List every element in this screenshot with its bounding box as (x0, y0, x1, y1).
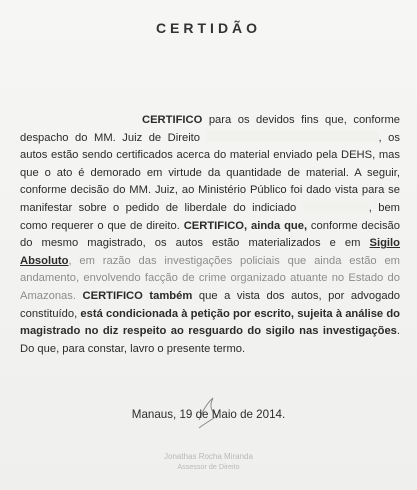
text-segment-5: , em razão das investigações policiais que ainda estão em andamento, envolvendo facção de crime organizado atuante no Estado do Amazonas. (20, 254, 400, 302)
text-segment-4: conforme decisão do mesmo magistrado, os autos estão materializados e em (20, 219, 400, 250)
certify-phrase-2: CERTIFICO (183, 219, 245, 232)
date-line: Manaus, 19 de Maio de 2014. (131, 408, 286, 421)
signatory-name: Jonathas Rocha Miranda (164, 452, 253, 461)
sigilo-absoluto-label: Sigilo Absoluto (20, 237, 400, 267)
text-segment-1: para os devidos fins que, conforme despacho do MM. Juiz de Direito (20, 114, 400, 144)
redacted-judge-name (207, 131, 379, 142)
certificate-paragraph (20, 112, 400, 358)
condition-text: está condicionada à petição por escrito, sujeita à análise do magistrado no diz respeito ao resguardo do sigilo nas investigações (20, 307, 401, 338)
text-segment-2: , os autos estão sendo certificados acerca do material enviado pela DEHS, mas que o ato é demorado em virtude da quantidade de material. A seguir, conforme decisão do MM. Juiz, ao Ministério Público foi dado vista para se manifestar sobre o pedido de liberdale do indiciado (20, 131, 400, 214)
certify-phrase-3: CERTIFICO também (82, 289, 193, 302)
certify-phrase-2-suffix: , ainda que, (244, 219, 308, 232)
text-segment-6: que a vista dos autos, por advogado constituído, (20, 289, 401, 320)
certify-phrase-1: CERTIFICO (142, 114, 203, 126)
redacted-accused-name (303, 201, 369, 212)
signatory-role: Assessor de Direito (177, 462, 240, 471)
text-segment-3: , bem como requerer o que de direito. (20, 201, 400, 232)
text-segment-7: . Do que, para constar, lavro o presente termo. (20, 325, 400, 355)
document-title: CERTIDÃO (155, 20, 262, 36)
